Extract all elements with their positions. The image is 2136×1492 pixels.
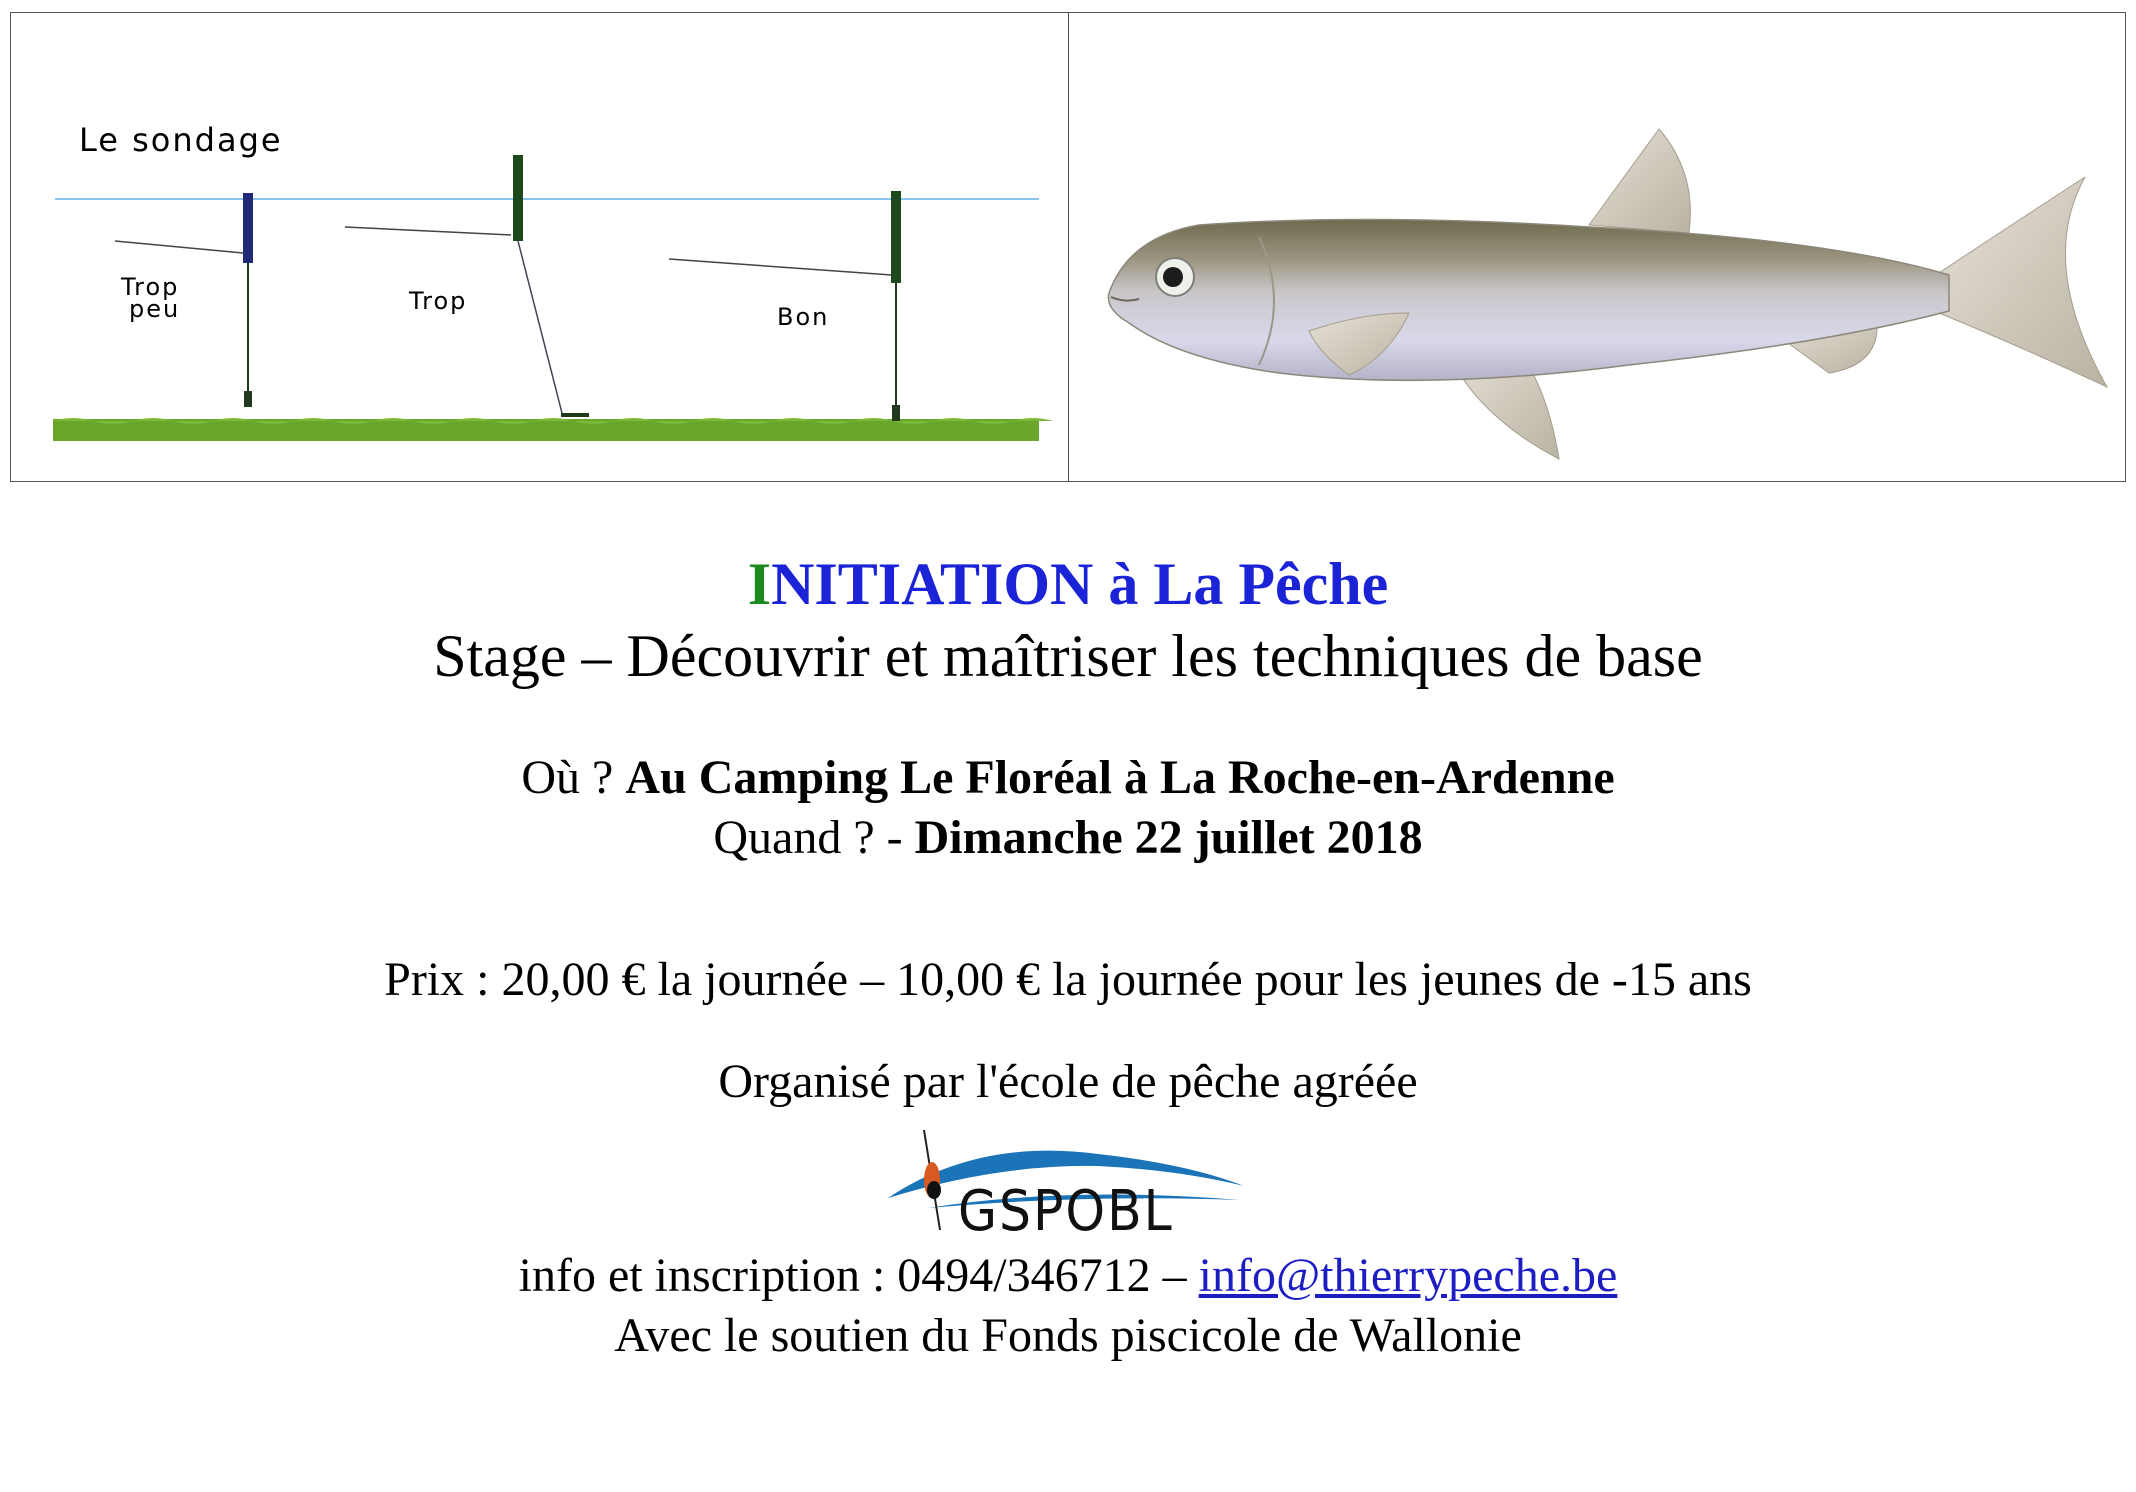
sounding-diagram-cell — [11, 13, 1069, 481]
header-image-table — [10, 12, 2126, 482]
organizer-line: Organisé par l'école de pêche agréée — [718, 1055, 1418, 1108]
contact-prefix: info et inscription : 0494/346712 – — [518, 1249, 1199, 1302]
rod-line-2 — [345, 227, 511, 235]
support-line: Avec le soutien du Fonds piscicole de Wallonie — [614, 1309, 1522, 1362]
label-trop-peu-1: Trop — [121, 273, 180, 301]
subtitle: Stage – Découvrir et maîtriser les techniques de base — [433, 623, 1703, 689]
where-line — [0, 748, 2136, 808]
where-label: Où ? — [521, 751, 626, 804]
diagram-title: Le sondage — [79, 121, 283, 159]
logo-text: GSPOBL — [958, 1179, 1174, 1242]
gspobl-logo — [888, 1130, 1248, 1242]
fish-tail — [1939, 177, 2107, 387]
sounding-diagram — [11, 13, 1067, 481]
announcement-text — [0, 548, 2136, 1366]
title-rest: NITIATION à La Pêche — [771, 551, 1389, 617]
float-bon-icon — [891, 191, 901, 283]
when-label: Quand ? - — [713, 811, 915, 864]
label-trop-peu-2: peu — [129, 295, 181, 323]
rod-line-1 — [115, 241, 243, 253]
float-trop-peu-icon — [243, 193, 253, 263]
fish-photo-cell — [1069, 13, 2125, 481]
where-value: Au Camping Le Floréal à La Roche-en-Ardenne — [625, 751, 1615, 804]
weight-1-icon — [244, 391, 252, 407]
contact-line — [0, 1246, 2136, 1306]
label-bon: Bon — [777, 303, 830, 331]
float-trop-line — [518, 241, 563, 417]
email-link[interactable]: info@thierrypeche.be — [1198, 1249, 1618, 1302]
when-line — [0, 808, 2136, 868]
label-trop: Trop — [409, 287, 468, 315]
rod-line-3 — [669, 259, 891, 275]
fish-photo — [1069, 13, 2125, 481]
gspobl-logo-graphic — [888, 1130, 1248, 1242]
fish-pupil — [1163, 267, 1183, 287]
weight-2-icon — [561, 413, 589, 417]
when-value: Dimanche 22 juillet 2018 — [914, 811, 1423, 864]
weight-3-icon — [892, 405, 900, 421]
fish-dorsal-fin — [1589, 129, 1690, 233]
page-title — [0, 548, 2136, 620]
logo-float-base — [927, 1181, 941, 1199]
price-line: Prix : 20,00 € la journée – 10,00 € la journée pour les jeunes de -15 ans — [384, 953, 1752, 1006]
title-first-letter: I — [747, 551, 772, 617]
float-trop-icon — [513, 155, 523, 241]
